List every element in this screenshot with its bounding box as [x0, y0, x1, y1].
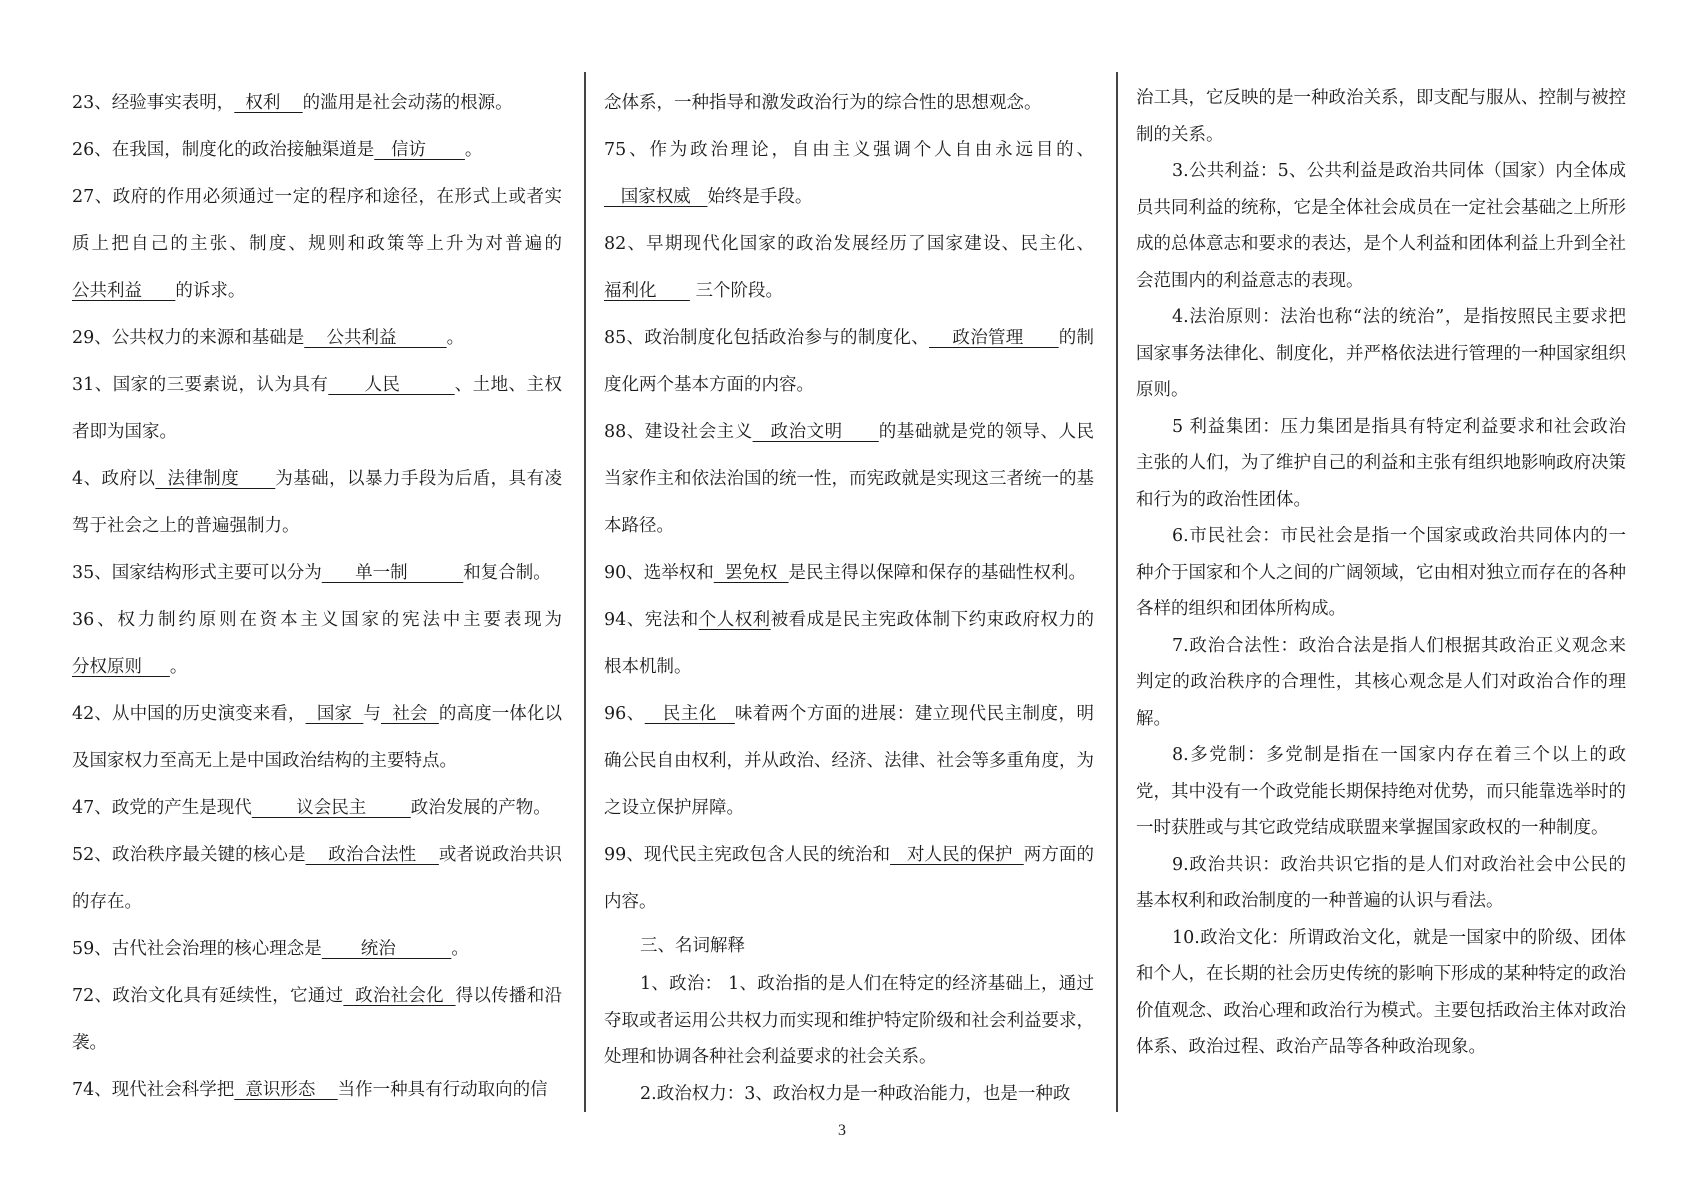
- fill-blank-question: [604, 127, 1094, 221]
- answer-blank: 国家: [305, 704, 364, 724]
- fill-blank-question: [72, 362, 562, 456]
- fill-blank-question: [72, 785, 562, 832]
- question-text: 为基础，以暴力手段为后盾，具有凌驾于社会之上的普遍强制力。: [72, 469, 562, 536]
- answer-blank: 分权原则: [72, 657, 170, 677]
- question-text: 政治发展的产物。: [410, 798, 551, 818]
- answer-blank: 政治管理: [929, 328, 1059, 348]
- column-divider-right: [1116, 72, 1118, 1112]
- question-text: 的诉求。: [175, 281, 246, 301]
- answer-blank: 人民: [328, 375, 455, 395]
- question-text: 26、在我国，制度化的政治接触渠道是: [72, 140, 375, 160]
- question-text: 或者说政治共识的存在。: [72, 845, 562, 912]
- answer-blank: 政治社会化: [343, 986, 456, 1006]
- term-definition: 4.法治原则：法治也称“法的统治”，是指按照民主要求把国家事务法律化、制度化，并严格依法进行管理的一种国家组织原则。: [1136, 307, 1626, 400]
- term-definition: 10.政治文化：所谓政治文化，就是一国家中的阶级、团体和个人，在长期的社会历史传统的影响下形成的某种特定的政治价值观念、政治心理和政治行为模式。主要包括政治主体对政治体系、政治过程、政治产品等各种政治现象。: [1136, 927, 1626, 1057]
- question-text: 85、政治制度化包括政治参与的制度化、: [604, 328, 929, 348]
- question-text: 的制度化两个基本方面的内容。: [604, 328, 1094, 395]
- fill-blank-question: [72, 80, 562, 127]
- question-text: 52、政治秩序最关键的核心是: [72, 845, 306, 865]
- fill-blank-question: [72, 691, 562, 785]
- answer-blank: 国家权威: [604, 187, 708, 207]
- question-text: 42、从中国的历史演变来看，: [72, 704, 306, 724]
- question-text: 两方面的内容。: [604, 845, 1094, 912]
- answer-blank: 政治文明: [752, 422, 879, 442]
- term-definition: 1、政治： 1、政治指的是人们在特定的经济基础上，通过夺取或者运用公共权力而实现和维护特定阶级和社会利益要求，处理和协调各种社会利益要求的社会关系。: [604, 974, 1094, 1067]
- question-text: 是民主得以保障和保存的基础性权利。: [788, 563, 1087, 583]
- fill-blank-question: [72, 315, 562, 362]
- term-definition: 治工具，它反映的是一种政治关系，即支配与服从、控制与被控制的关系。: [1136, 88, 1626, 145]
- question-text: 29、公共权力的来源和基础是: [72, 328, 305, 348]
- term-definition: 9.政治共识：政治共识它指的是人们对政治社会中公民的基本权利和政治制度的一种普遍的认识与看法。: [1136, 854, 1626, 911]
- question-text: 被看成是民主宪政体制下约束政府权力的根本机制。: [604, 610, 1095, 677]
- question-text: 47、政党的产生是现代: [72, 798, 252, 818]
- page-number: 3: [838, 1122, 846, 1139]
- question-text: 始终是手段。: [707, 187, 813, 207]
- question-text: 94、宪法和: [604, 610, 699, 630]
- fill-blank-question: [604, 80, 1094, 127]
- term-definition: 8.多党制：多党制是指在一国家内存在着三个以上的政党，其中没有一个政党能长期保持绝对优势，而只能靠选举时的一时获胜或与其它政党结成联盟来掌握国家政权的一种制度。: [1136, 745, 1626, 838]
- question-text: 。: [169, 657, 188, 677]
- fill-blank-question: [604, 315, 1094, 409]
- answer-blank: 社会: [381, 704, 439, 724]
- fill-blank-question: [604, 691, 1094, 832]
- answer-blank: 统治: [321, 939, 452, 959]
- fill-blank-question: [604, 597, 1094, 691]
- question-text: 三个阶段。: [689, 281, 783, 301]
- question-text: 96、: [604, 704, 645, 724]
- section-heading: 三、名词解释: [640, 936, 745, 956]
- question-text: 与: [363, 704, 382, 724]
- answer-blank: 公共利益: [72, 281, 176, 301]
- answer-blank: 公共利益: [304, 328, 447, 348]
- term-definition: 3.公共利益：5、公共利益是政治共同体（国家）内全体成员共同利益的统称，它是全体社会成员在一定社会基础之上所形成的总体意志和要求的表达，是个人利益和团体利益上升到全社会范围内的利益意志的表现。: [1136, 161, 1626, 291]
- question-text: 36、权力制约原则在资本主义国家的宪法中主要表现为: [72, 610, 562, 630]
- column-divider-left: [584, 72, 586, 1112]
- question-text: 味着两个方面的进展：建立现代民主制度，明确公民自由权利，并从政治、经济、法律、社会等多重角度，为之设立保护屏障。: [604, 704, 1094, 818]
- fill-blank-question: [72, 1067, 562, 1114]
- column-3: [1136, 80, 1626, 1066]
- question-text: 82、早期现代化国家的政治发展经历了国家建设、民主化、: [604, 234, 1094, 254]
- column-2: [604, 80, 1094, 1112]
- question-text: 。: [451, 939, 469, 959]
- answer-blank: 权利: [234, 93, 303, 113]
- question-text: 35、国家结构形式主要可以分为: [72, 563, 322, 583]
- question-text: 4、政府以: [72, 469, 156, 489]
- fill-blank-question: [72, 973, 562, 1067]
- question-text: 27、政府的作用必须通过一定的程序和途径，在形式上或者实质上把自己的主张、制度、规则和政策等上升为对普遍的: [72, 187, 562, 254]
- question-text: 90、选举权和: [604, 563, 714, 583]
- answer-blank: 罢免权: [713, 563, 789, 583]
- question-text: 59、古代社会治理的核心理念是: [72, 939, 322, 959]
- column-1: [72, 80, 562, 1114]
- fill-blank-question: [72, 926, 562, 973]
- fill-blank-question: [72, 456, 562, 550]
- fill-blank-question: [604, 221, 1094, 315]
- question-text: 的高度一体化以及国家权力至高无上是中国政治结构的主要特点。: [72, 704, 562, 771]
- question-text: 当作一种具有行动取向的信: [337, 1080, 548, 1100]
- fill-blank-question: [604, 832, 1094, 926]
- answer-blank: 政治合法性: [305, 845, 439, 865]
- fill-blank-question: [72, 550, 562, 597]
- term-definition: 5 利益集团：压力集团是指具有特定利益要求和社会政治主张的人们，为了维护自己的利益和主张有组织地影响政府决策和行为的政治性团体。: [1136, 416, 1626, 510]
- question-text: 的基础就是党的领导、人民当家作主和依法治国的统一性，而宪政就是实现这三者统一的基本路径。: [604, 422, 1094, 536]
- fill-blank-question: [72, 597, 562, 691]
- question-text: 74、现代社会科学把: [72, 1080, 235, 1100]
- term-definition: 6.市民社会：市民社会是指一个国家或政治共同体内的一种介于国家和个人之间的广阔领域，它由相对独立而存在的各种各样的组织和团体所构成。: [1136, 526, 1626, 619]
- answer-blank: 信访: [374, 140, 465, 160]
- term-definition: 7.政治合法性：政治合法是指人们根据其政治正义观念来判定的政治秩序的合理性，其核心观念是人们对政治合作的理解。: [1136, 635, 1626, 729]
- answer-blank: 福利化: [604, 281, 690, 301]
- fill-blank-question: [72, 832, 562, 926]
- answer-blank: 个人权利: [698, 610, 771, 630]
- fill-blank-question: [604, 409, 1094, 550]
- question-text: 、土地、主权者即为国家。: [72, 375, 562, 442]
- fill-blank-question: [72, 127, 562, 174]
- question-text: 99、现代民主宪政包含人民的统治和: [604, 845, 891, 865]
- question-text: 念体系，一种指导和激发政治行为的综合性的思想观念。: [604, 93, 1042, 113]
- fill-blank-question: [72, 174, 562, 315]
- answer-blank: 意识形态: [234, 1080, 338, 1100]
- question-text: 得以传播和沿袭。: [72, 986, 562, 1053]
- question-text: 和复合制。: [463, 563, 551, 583]
- question-text: 。: [446, 328, 465, 348]
- question-text: 。: [464, 140, 483, 160]
- question-text: 的滥用是社会动荡的根源。: [302, 93, 513, 113]
- answer-blank: 议会民主: [251, 798, 411, 818]
- term-definition: 2.政治权力：3、政治权力是一种政治能力，也是一种政: [640, 1083, 1071, 1104]
- question-text: 31、国家的三要素说，认为具有: [72, 375, 329, 395]
- question-text: 23、经验事实表明，: [72, 93, 235, 113]
- answer-blank: 对人民的保护: [890, 845, 1024, 865]
- answer-blank: 单一制: [321, 563, 464, 583]
- question-text: 72、政治文化具有延续性，它通过: [72, 986, 344, 1006]
- question-text: 88、建设社会主义: [604, 422, 753, 442]
- question-text: 75、作为政治理论，自由主义强调个人自由永远目的、: [604, 140, 1094, 160]
- fill-blank-question: [604, 550, 1094, 597]
- answer-blank: 民主化: [644, 704, 735, 724]
- answer-blank: 法律制度: [155, 469, 276, 489]
